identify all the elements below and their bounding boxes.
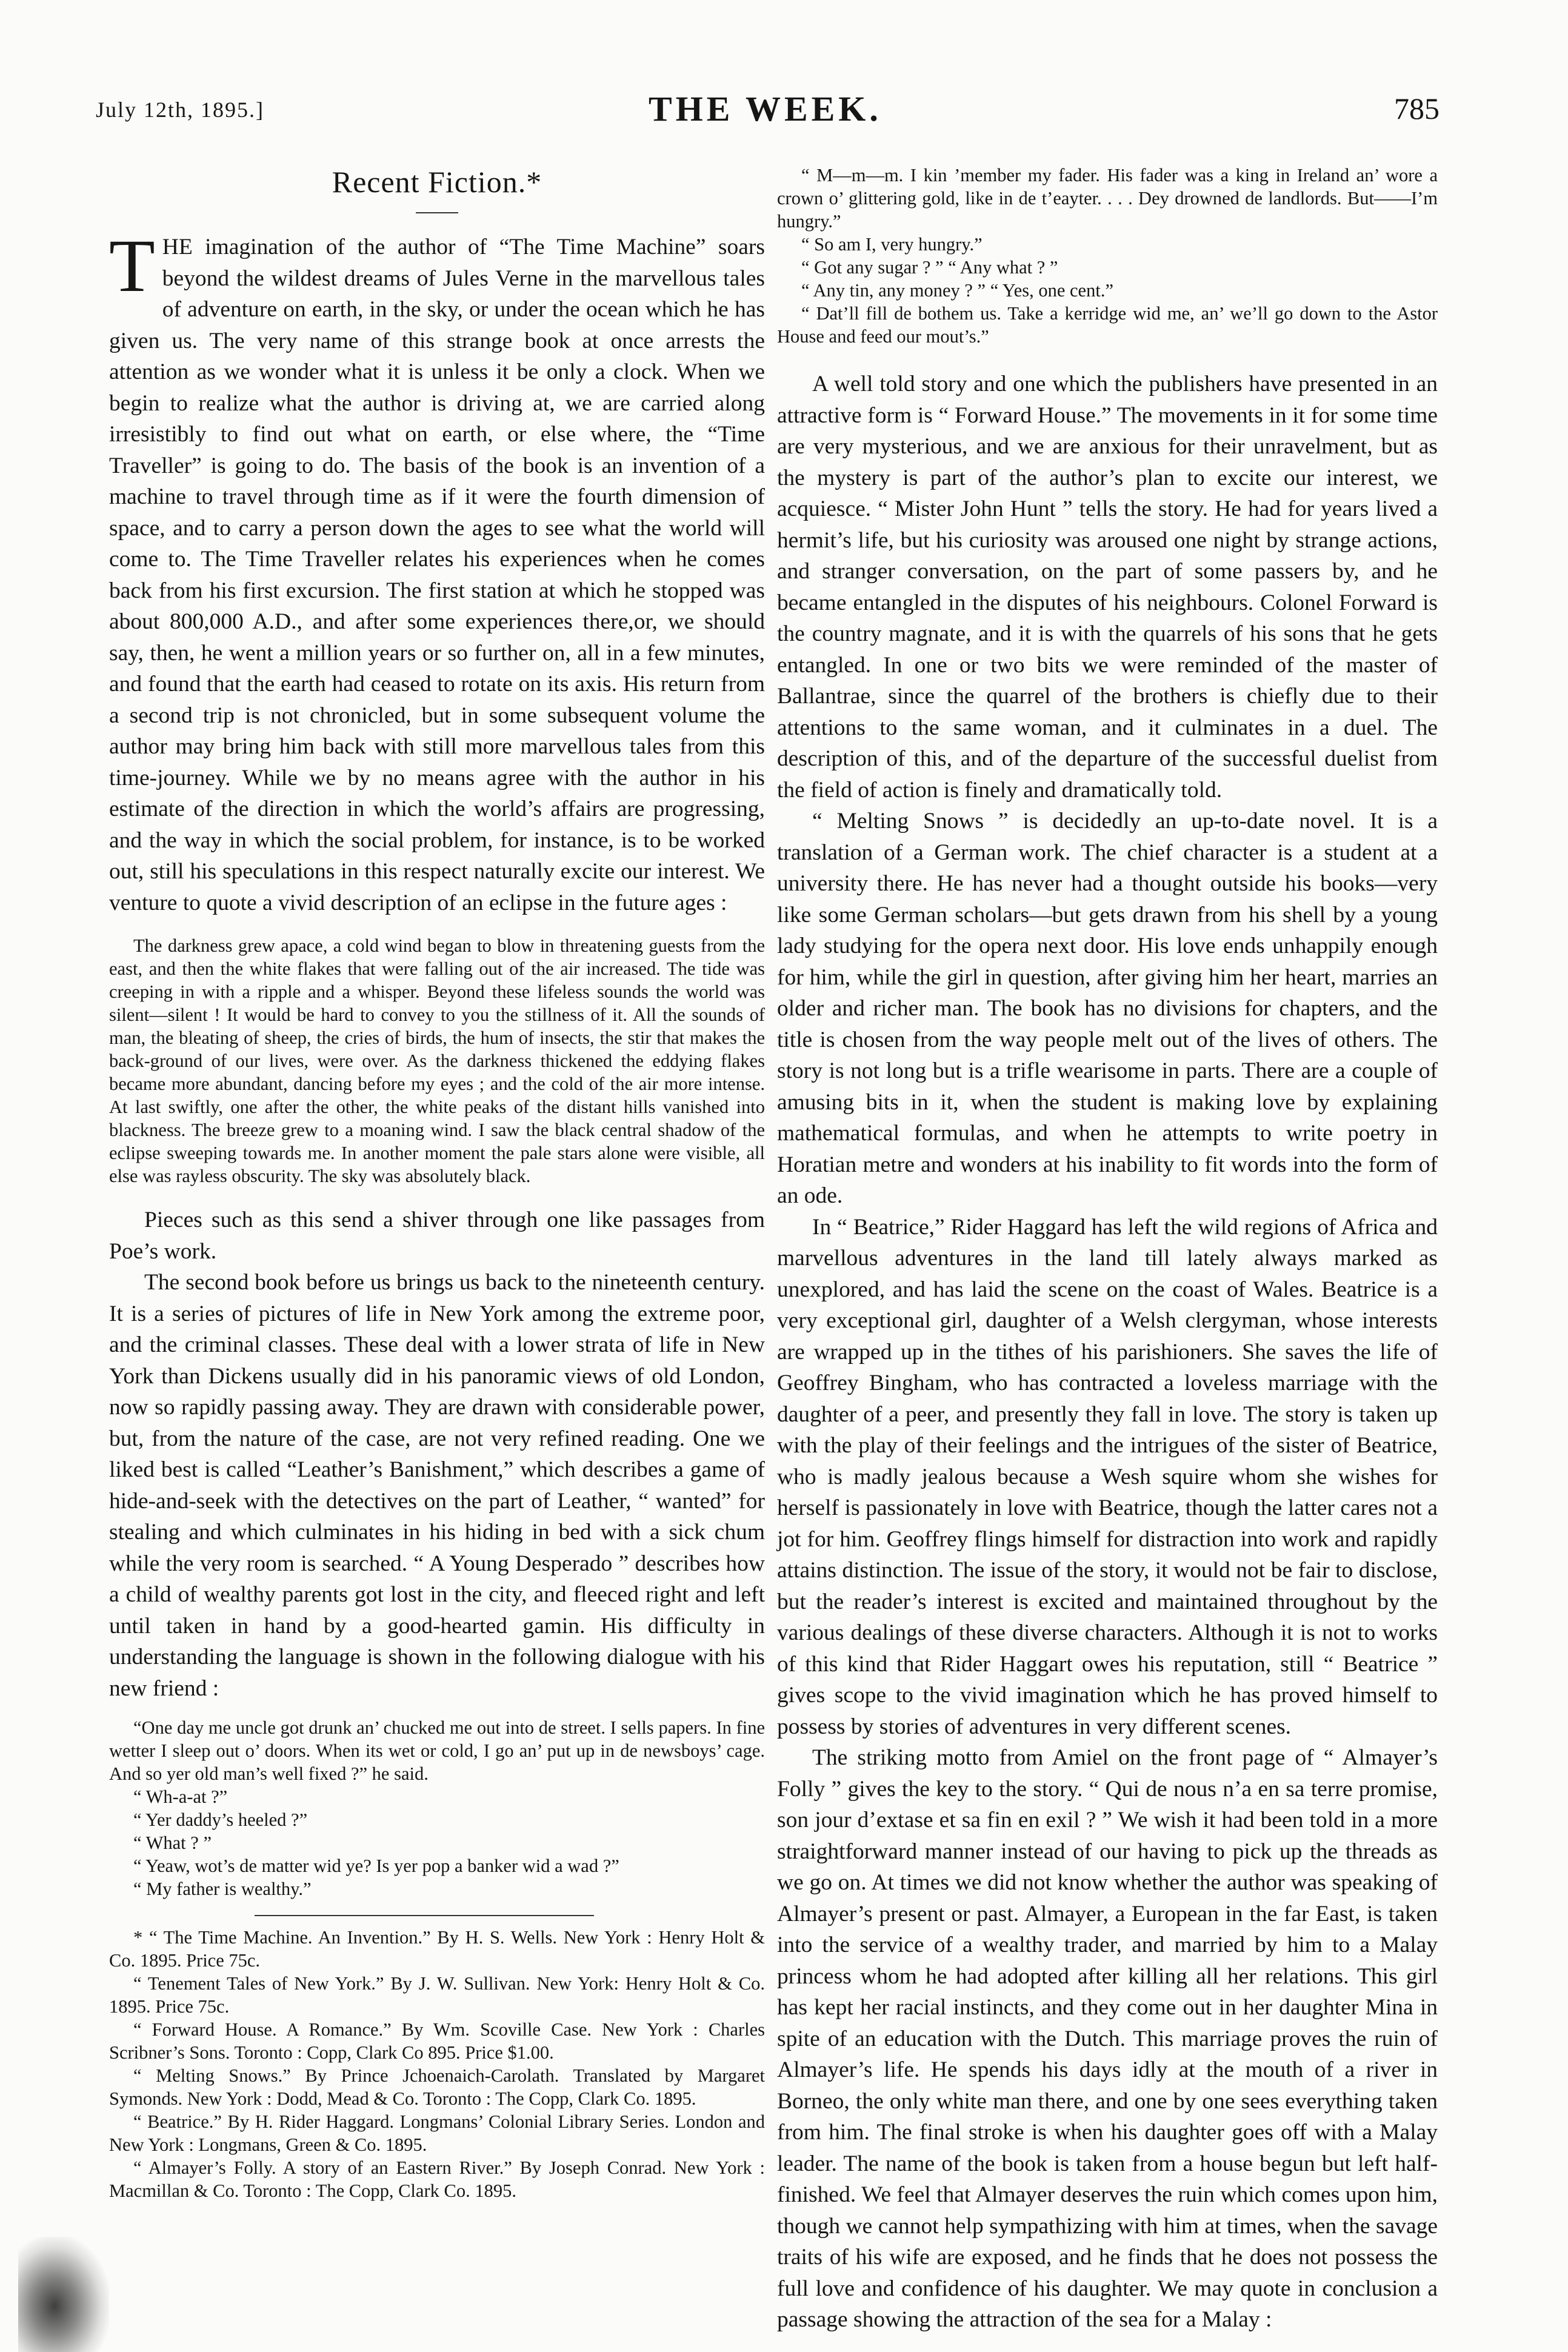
dialogue-line: “ So am I, very hungry.” (801, 234, 983, 255)
paragraph-7: The striking motto from Amiel on the front page of “ Almayer’s Folly ” gives the key to the story. “ Qui de nous n’a en sa terre promise, son jour d’extase et sa fin en exil ? ” We wish it had been told in a more straightforward manner instead of our having to pick up the threads as we go on. At times we did not know whether the author was speaking of Almayer’s present or past. Almayer, a European in the far East, is taken into the service of a wealthy trader, and married by him to a Malay princess whom he had adopted after killing all her relations. This girl has kept her racial instincts, and they come out in her daughter Mina in spite of an education with the Dutch. This marriage proves the ruin of Almayer’s life. He spends his days idly at the mouth of a river in Borneo, the only white man there, and one by one sees everything taken from him. The final stroke is when his daughter goes off with a Malay leader. The name of the book is taken from a house begun but left half-finished. We feel that Almayer deserves the ruin which comes upon him, though we cannot help sympathizing with him at times, when the savage traits of his wife are exposed, and he finds that he does not possess the full love and confidence of his daughter. We may quote in conclusion a passage showing the attraction of the sea for a Malay : (777, 1745, 1438, 2332)
paragraph-4: A well told story and one which the publishers have presented in an attractive form is “ Forward House.” The movements in it for some time are very mysterious, and we are anxious for their unravelment, but as the mystery is part of the author’s plan to excite our interest, we acquiesce. “ Mister John Hunt ” tells the story. He had for years lived a hermit’s life, but his curiosity was aroused one night by strange actions, and stranger conversation, on the part of some passers by, and he became entangled in the disputes of his neighbours. Colonel Forward is the country magnate, and it is with the quarrels of his sons that he gets entangled. In one or two bits we were reminded of the master of Ballantrae, since the quarrel of the brothers is chiefly due to their attentions to the same woman, and it culminates in a duel. The description of this, and of the departure of the successful duelist from the field of action is finely and dramatically told. (777, 372, 1438, 803)
ink-blot (18, 2237, 109, 2352)
dialogue-line: “ My father is wealthy.” (133, 1879, 312, 1899)
title-rule (416, 212, 458, 213)
footnote: * “ The Time Machine. An Invention.” By H. S. Wells. New York : Henry Holt & Co. 1895. Price 75c. (109, 1927, 765, 1971)
footnote: “ Almayer’s Folly. A story of an Eastern River.” By Joseph Conrad. New York : Macmillan & Co. Toronto : The Copp, Clark Co. 1895. (109, 2157, 765, 2201)
paragraph-5: “ Melting Snows ” is decidedly an up-to-date novel. It is a translation of a German work. The chief character is a student at a university there. He has never had a thought outside his books—very like some German scholars—but gets drawn from his shell by a young lady studying for the opera next door. His love ends unhappily enough for him, while the girl in question, after giving him her heart, marries an older and richer man. The book has no divisions for chapters, and the title is chosen from the way people melt out of the lives of others. The story is not long but is a trifle wearisome in parts. There are a couple of amusing bits in it, when the student is making love by explaining mathematical formulas, and when he attempts to write poetry in Horatian metre and wonders at his inability to fit words into the form of an ode. (777, 809, 1438, 1208)
footnote-rule (255, 1915, 594, 1916)
footnotes (109, 1926, 765, 2202)
footnote: “ Tenement Tales of New York.” By J. W. Sullivan. New York: Henry Holt & Co. 1895. Price 75c. (109, 1973, 765, 2017)
right-column (777, 164, 1438, 2336)
issue-date: July 12th, 1895.] (96, 98, 265, 122)
paragraph-2: Pieces such as this send a shiver through one like passages from Poe’s work. (109, 1208, 765, 1264)
page-number: 785 (1394, 92, 1440, 125)
hungry-dialogue (777, 164, 1438, 348)
journal-title: THE WEEK. (649, 89, 882, 129)
dialogue-line: “ What ? ” (133, 1832, 212, 1853)
footnote: “ Melting Snows.” By Prince Jchoenaich-Carolath. Translated by Margaret Symonds. New York : Dodd, Mead & Co. Toronto : The Copp, Clark Co. 1895. (109, 2065, 765, 2109)
footnote: “ Forward House. A Romance.” By Wm. Scoville Case. New York : Charles Scribner’s Sons. Toronto : Copp, Clark Co 895. Price $1.00. (109, 2019, 765, 2063)
left-column (109, 164, 765, 2202)
drop-cap: T (109, 224, 155, 307)
eclipse-quote (109, 934, 765, 1188)
dialogue-line: “ M—m—m. I kin ’member my fader. His fader was a king in Ireland an’ wore a crown o’ glittering gold, like in de t’eayter. . . . Dey drowned de landlords. But——I’m hungry.” (777, 165, 1438, 232)
newsboy-dialogue (109, 1716, 765, 1900)
paragraph-3: The second book before us brings us back to the nineteenth century. It is a series of pictures of life in New York among the extreme poor, and the criminal classes. These deal with a lower strata of life in New York than Dickens usually did in his panoramic views of old London, now so rapidly passing away. They are drawn with considerable power, but, from the nature of the case, are not very refined reading. One we liked best is called “Leather’s Banishment,” which describes a game of hide-and-seek with the detectives on the part of Leather, “ wanted” for stealing and which culminates in his hiding in bed with a sick chum while the very room is searched. “ A Young Desperado ” describes how a child of wealthy parents got lost in the city, and fleeced right and left until taken in hand by a good-hearted gamin. His difficulty in understanding the language is shown in the following dialogue with his new friend : (109, 1270, 765, 1701)
dialogue-line: “ Dat’ll fill de bothem us. Take a kerridge wid me, an’ we’ll go down to the Astor House and feed our mout’s.” (777, 303, 1438, 347)
paragraph-6: In “ Beatrice,” Rider Haggard has left the wild regions of Africa and marvellous adventures in the land till lately always marked as unexplored, and has laid the scene on the coast of Wales. Beatrice is a very exceptional girl, daughter of a Welsh clergyman, whose interests are wrapped up in the tithes of his parishioners. She saves the life of Geoffrey Bingham, who has contracted a loveless marriage with the daughter of a peer, and presently they fall in love. The story is taken up with the play of their feelings and the intrigues of the sister of Beatrice, who is madly jealous because a Wesh squire whom she wishes for herself is passionately in love with Beatrice, though the latter cares not a jot for him. Geoffrey flings himself for distraction into work and rapidly attains distinction. The issue of the story, it would not be fair to disclose, but the reader’s interest is excited and maintained throughout by the various dealings of these diverse characters. Although it is not to works of this kind that Rider Haggart owes his reputation, still “ Beatrice ” gives scope to the vivid imagination which he has proved himself to possess by stories of adventures in very different scenes. (777, 1214, 1438, 1739)
footnote: “ Beatrice.” By H. Rider Haggard. Longmans’ Colonial Library Series. London and New York : Longmans, Green & Co. 1895. (109, 2111, 765, 2155)
paragraph-1 (109, 224, 765, 918)
paragraph-1-text: HE imagination of the author of “The Time Machine” soars beyond the wildest dreams of Jules Verne in the marvellous tales of adventure on earth, in the sky, or under the ocean which he has given us. The very name of this strange book at once arrests the attention as we wonder what it is unless it be only a clock. When we begin to realize what the author is driving at, we are carried along irresistibly to find out what on earth, or else where, the “Time Traveller” is going to do. The basis of the book is an invention of a machine to travel through time as if it were the fourth dimension of space, and to carry a person down the ages to see what the world will come to. The Time Traveller relates his experiences when he comes back from his first excursion. The first station at which he stopped was about 800,000 A.D., and after some experiences there,or, we should say, then, he went a million years or so further on, all in a few minutes, and found that the earth had ceased to rotate on its axis. His return from a second trip is not chronicled, but in some subsequent volume the author may bring him back with still more marvellous tales from this time-journey. While we by no means agree with the author in his estimate of the direction in which the world’s affairs are progressing, and the way in which the social problem, for instance, is to be worked out, still his speculations in this respect naturally excite our interest. We venture to quote a vivid description of an eclipse in the future ages : (109, 235, 765, 915)
dialogue-line: “ Any tin, any money ? ” “ Yes, one cent.” (801, 280, 1113, 301)
dialogue-line: “One day me uncle got drunk an’ chucked me out into de street. I sells papers. In fine wetter I sleep out o’ doors. When its wet or cold, I go an’ put up in de newsboys’ cage. And so yer old man’s well fixed ?” he said. (109, 1717, 765, 1784)
dialogue-line: “ Yeaw, wot’s de matter wid ye? Is yer pop a banker wid a wad ?” (133, 1856, 619, 1876)
article-title: Recent Fiction.* (332, 165, 542, 199)
dialogue-line: “ Wh-a-at ?” (133, 1786, 228, 1807)
eclipse-quote-text: The darkness grew apace, a cold wind began to blow in threatening guests from the east, and then the white flakes that were falling out of the air increased. The tide was creeping in with a ripple and a whisper. Beyond these lifeless sounds the world was silent—silent ! It would be hard to convey to you the stillness of it. All the sounds of man, the bleating of sheep, the cries of birds, the hum of insects, the stir that makes the back-ground of our lives, were over. As the darkness thickened the eddying flakes became more abundant, dancing before my eyes ; and the cold of the air more intense. At last swiftly, one after the other, the white peaks of the distant hills vanished into blackness. The breeze grew to a moaning wind. I saw the black central shadow of the eclipse sweeping towards me. In another moment the pale stars alone were visible, all else was rayless obscurity. The sky was absolutely black. (109, 935, 765, 1186)
dialogue-line: “ Yer daddy’s heeled ?” (133, 1809, 308, 1830)
dialogue-line: “ Got any sugar ? ” “ Any what ? ” (801, 257, 1058, 278)
